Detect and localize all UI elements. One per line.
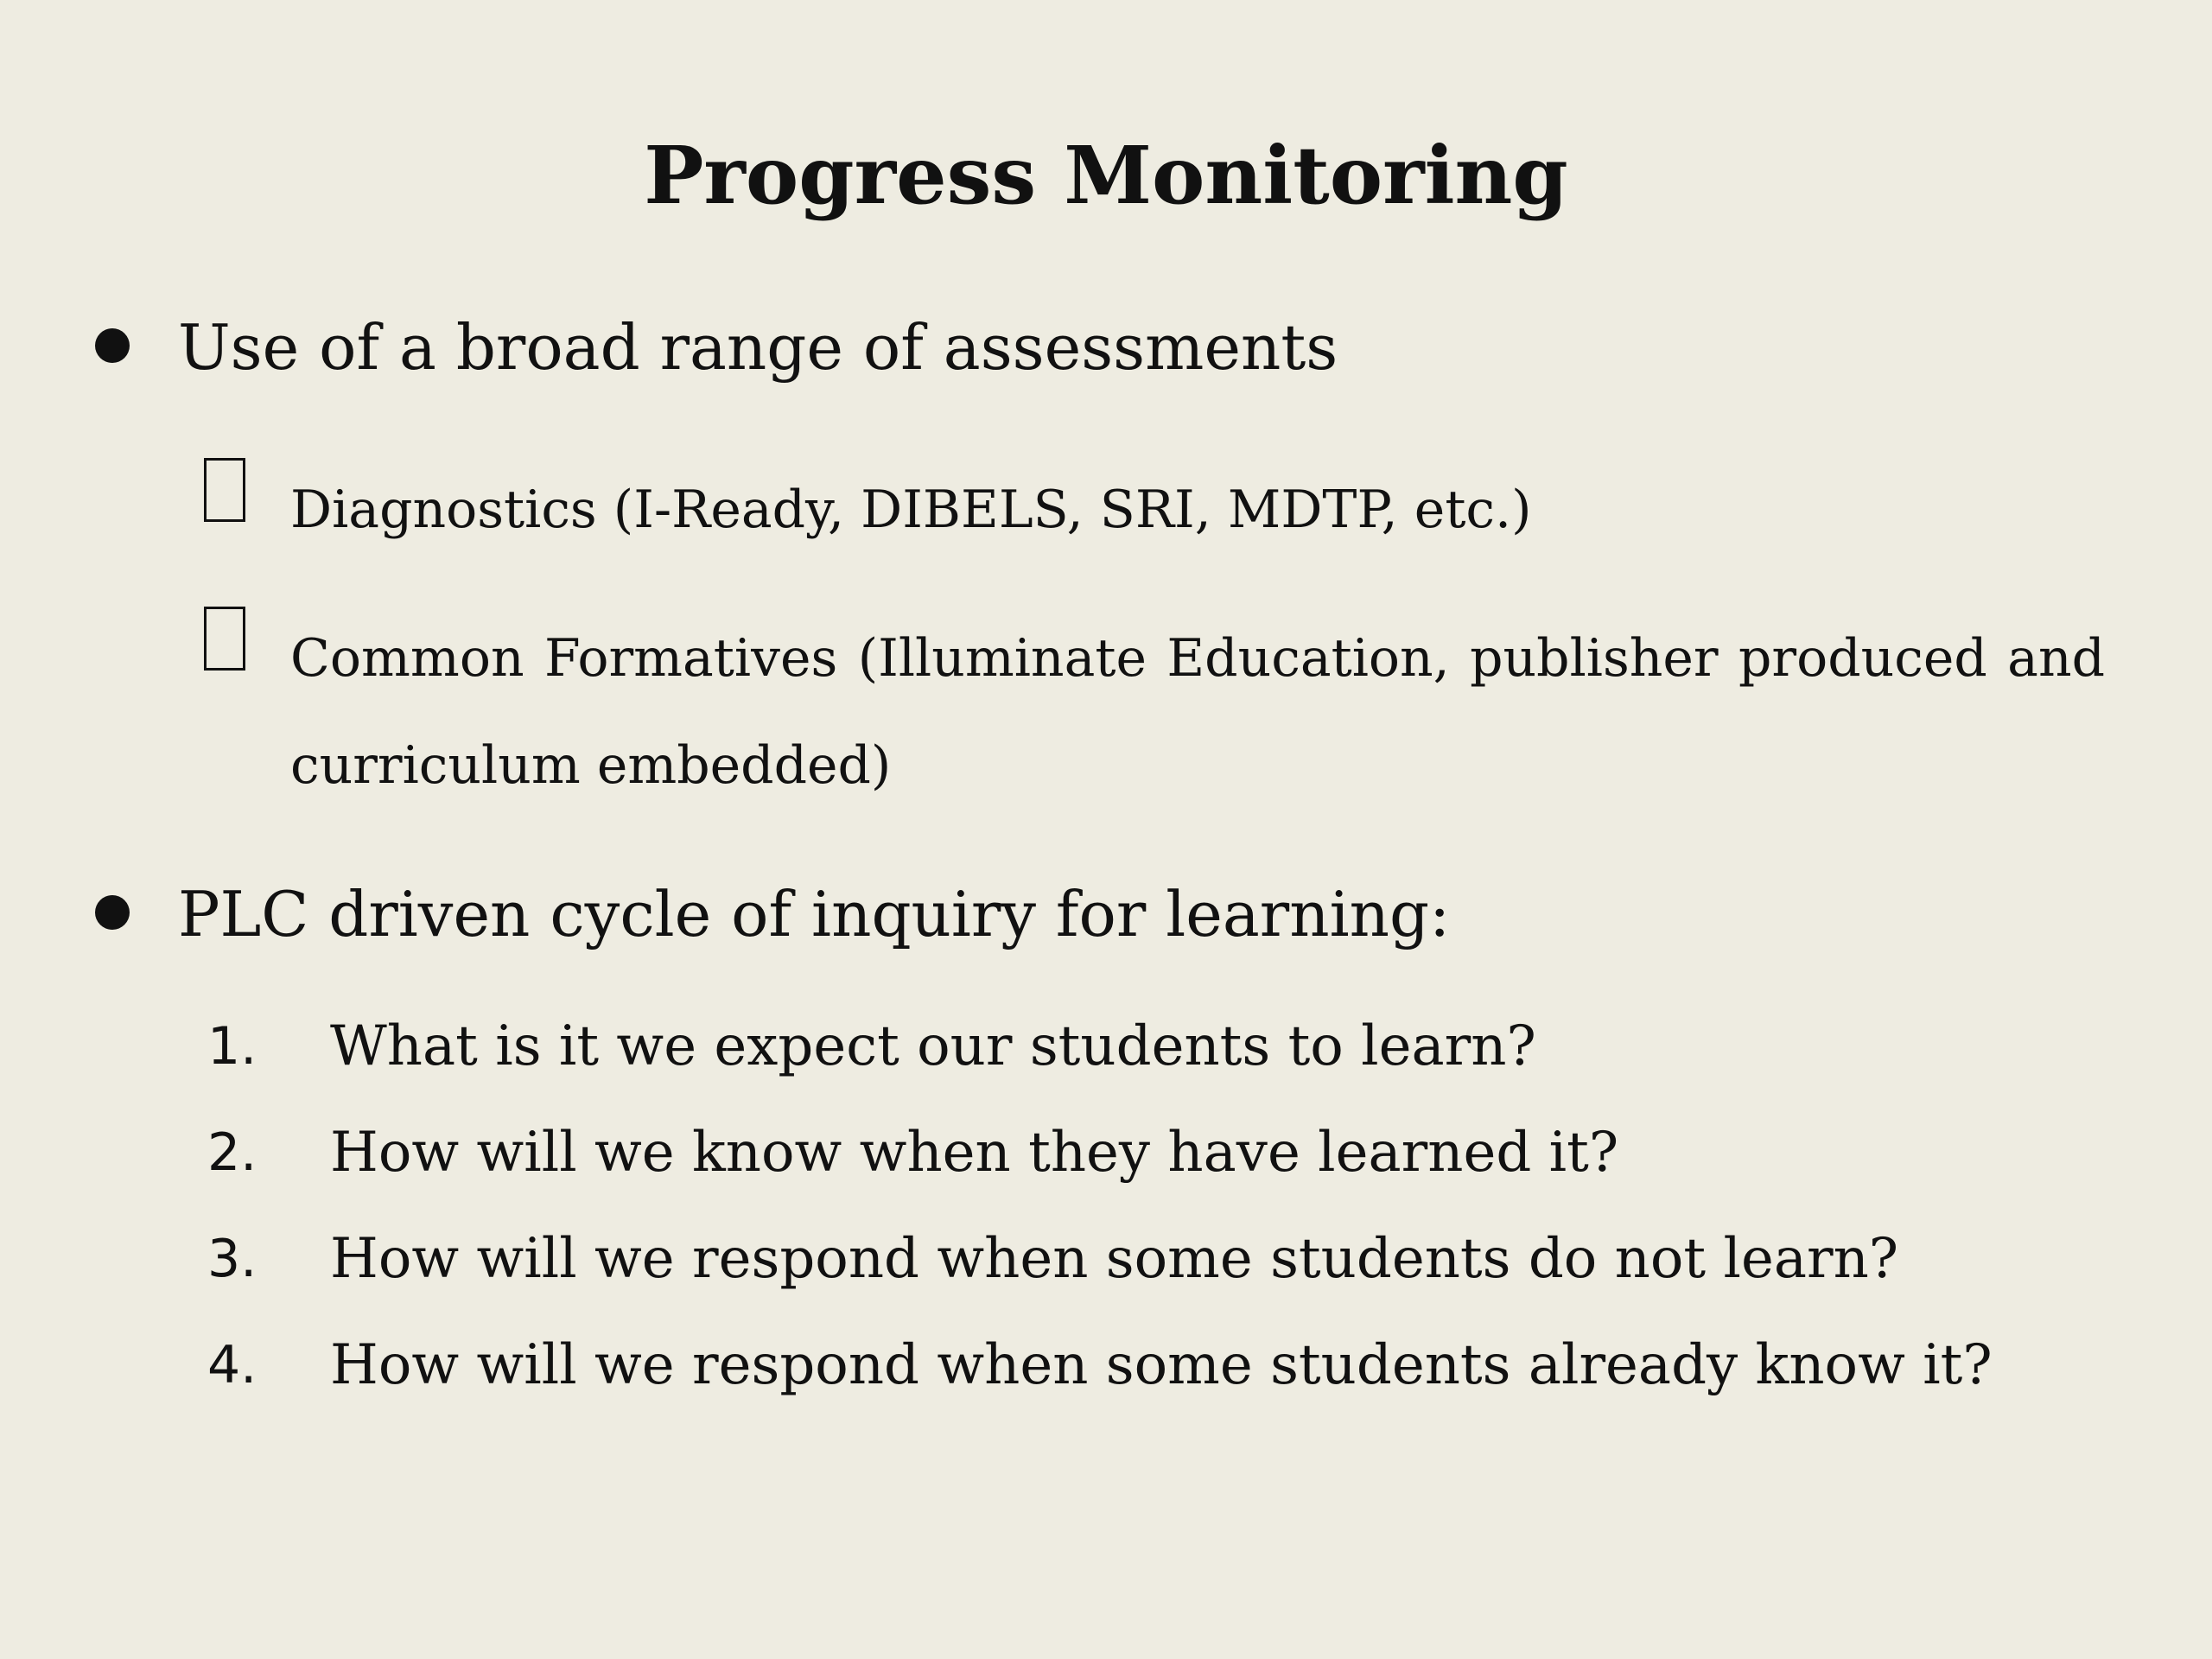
bullet-text: Use of a broad range of assessments xyxy=(178,311,1338,384)
item-text: How will we respond when some students do not learn? xyxy=(330,1227,1899,1291)
item-text: What is it we expect our students to learn? xyxy=(330,1014,1536,1078)
bullet-dot-icon xyxy=(95,328,130,363)
sub-item-text: Common Formatives (Illuminate Education, publisher produced and curriculum embedded) xyxy=(290,628,2105,796)
bullet-dot-icon xyxy=(95,895,130,930)
item-text: How will we know when they have learned it? xyxy=(330,1121,1619,1185)
slide-title: Progress Monitoring xyxy=(644,129,1568,222)
square-bullet-icon xyxy=(204,607,245,671)
square-bullet-icon xyxy=(204,458,245,522)
sub-item-text: Diagnostics (I-Ready, DIBELS, SRI, MDTP, etc.) xyxy=(290,480,1532,540)
item-number: 1. xyxy=(207,1016,257,1077)
item-text: How will we respond when some students already know it? xyxy=(330,1333,1993,1397)
item-number: 3. xyxy=(207,1229,257,1289)
bullet-text: PLC driven cycle of inquiry for learning: xyxy=(178,878,1451,950)
item-number: 2. xyxy=(207,1122,257,1183)
item-number: 4. xyxy=(207,1335,257,1395)
